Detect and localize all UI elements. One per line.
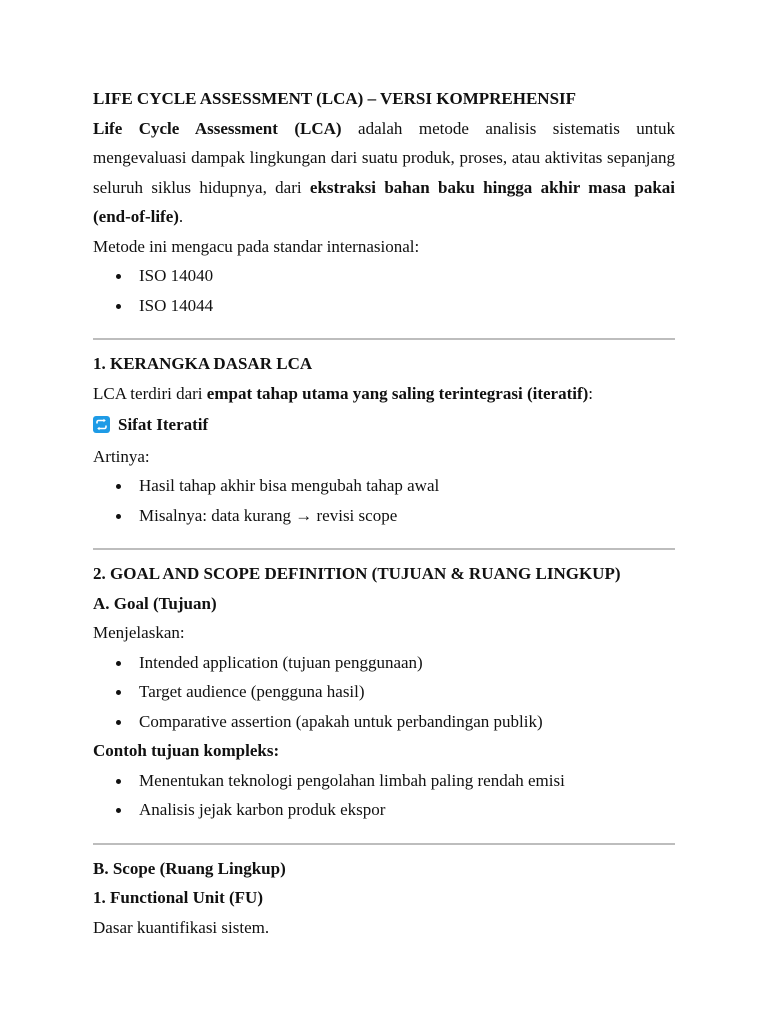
list-item bbox=[93, 501, 675, 531]
bullet-icon bbox=[116, 514, 121, 519]
list-item bbox=[93, 677, 675, 707]
functional-unit-text: Dasar kuantifikasi sistem. bbox=[93, 917, 270, 937]
example-list bbox=[93, 766, 675, 825]
section1-intro bbox=[93, 379, 675, 409]
bullet-icon bbox=[116, 304, 121, 309]
iterative-heading-row bbox=[93, 410, 675, 440]
list-item bbox=[93, 291, 675, 321]
bullet-icon bbox=[116, 484, 121, 489]
bullet-icon bbox=[116, 808, 121, 813]
document-title: LIFE CYCLE ASSESSMENT (LCA) – VERSI KOMPREHENSIF bbox=[93, 89, 577, 108]
list-item-text: Analisis jejak karbon produk ekspor bbox=[139, 800, 386, 819]
section1-heading: 1. KERANGKA DASAR LCA bbox=[93, 354, 313, 373]
list-item-text: Hasil tahap akhir bisa mengubah tahap awal bbox=[139, 476, 440, 495]
iterative-heading: Sifat Iteratif bbox=[118, 415, 209, 434]
list-item bbox=[93, 648, 675, 678]
section2-heading: 2. GOAL AND SCOPE DEFINITION (TUJUAN & RUANG LINGKUP) bbox=[93, 564, 621, 583]
list-item bbox=[93, 471, 675, 501]
goal-heading: A. Goal (Tujuan) bbox=[93, 593, 217, 613]
list-item bbox=[93, 766, 675, 796]
explains-label: Menjelaskan: bbox=[93, 623, 185, 642]
functional-unit-heading: 1. Functional Unit (FU) bbox=[93, 888, 263, 907]
scope-heading: B. Scope (Ruang Lingkup) bbox=[93, 858, 286, 878]
section1-text-after: : bbox=[588, 383, 594, 403]
bullet-icon bbox=[116, 690, 121, 695]
goal-list bbox=[93, 648, 675, 737]
intro-end: . bbox=[178, 207, 184, 226]
list-item-text: Target audience (pengguna hasil) bbox=[139, 682, 365, 701]
section1-text-bold: empat tahap utama yang saling terintegrasi (iteratif) bbox=[206, 383, 589, 403]
section1-text-before: LCA terdiri dari bbox=[93, 383, 207, 403]
list-item-text: Comparative assertion (apakah untuk perbandingan publik) bbox=[139, 711, 543, 731]
list-item-text: Menentukan teknologi pengolahan limbah paling rendah emisi bbox=[139, 770, 565, 790]
meaning-label: Artinya: bbox=[93, 446, 150, 466]
bullet-icon bbox=[116, 720, 121, 725]
list-item-text: Intended application (tujuan penggunaan) bbox=[139, 652, 423, 672]
bullet-icon bbox=[116, 274, 121, 279]
list-item bbox=[93, 707, 675, 737]
example-heading: Contoh tujuan kompleks: bbox=[93, 741, 280, 760]
meaning-list bbox=[93, 471, 675, 530]
list-item bbox=[93, 261, 675, 291]
standards-label: Metode ini mengacu pada standar internasional: bbox=[93, 236, 420, 256]
list-item-text: ISO 14044 bbox=[139, 295, 214, 315]
intro-paragraph bbox=[93, 114, 675, 232]
standards-list bbox=[93, 261, 675, 320]
intro-bold-phrase: ekstraksi bahan baku hingga akhir masa pakai (end-of-life) bbox=[93, 177, 675, 226]
repeat-icon bbox=[93, 416, 110, 433]
bullet-icon bbox=[116, 779, 121, 784]
intro-text: adalah metode analisis sistematis untuk mengevaluasi dampak lingkungan dari suatu produk, proses, atau aktivitas sepanjang seluruh siklus hidupnya, dari bbox=[93, 118, 675, 197]
list-item-text: Misalnya: data kurang → revisi scope bbox=[139, 505, 398, 525]
bullet-icon bbox=[116, 661, 121, 666]
document-page bbox=[93, 84, 675, 942]
intro-term: Life Cycle Assessment (LCA) bbox=[93, 118, 342, 138]
list-item bbox=[93, 795, 675, 825]
list-item-text: ISO 14040 bbox=[139, 266, 214, 285]
